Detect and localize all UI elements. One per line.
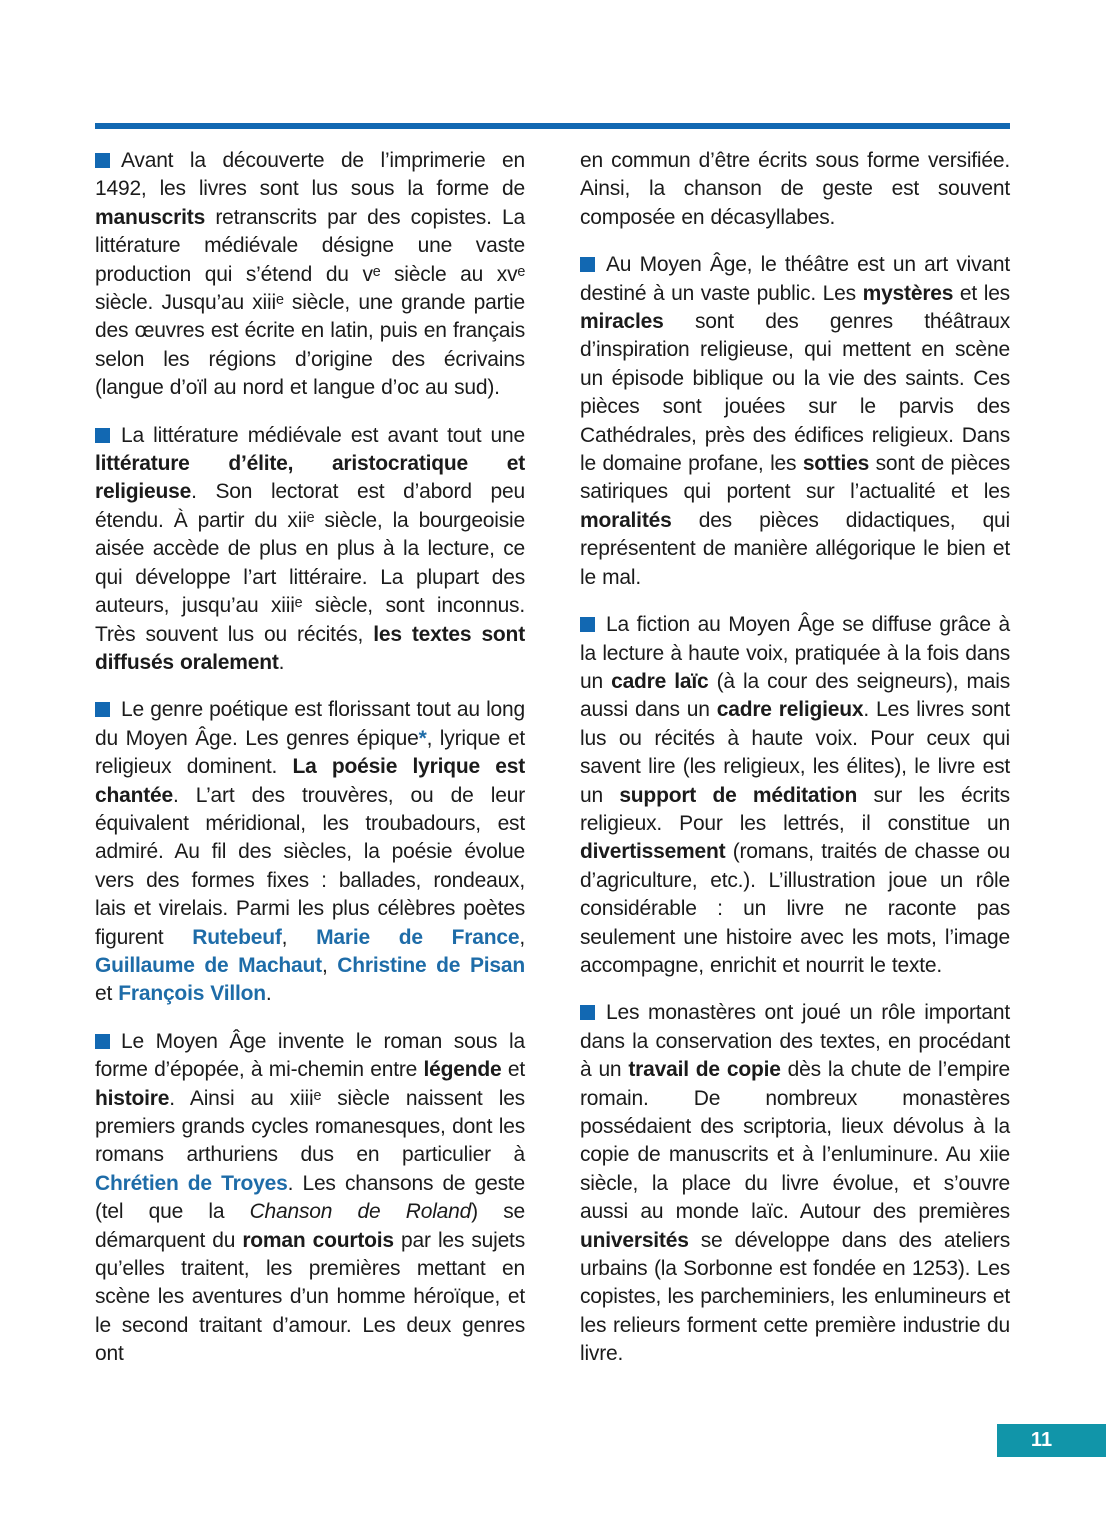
text-segment: . Les livres sont lus ou récités à haute voix. Pour ceux qui savent lire (les religieux, les élites), le livre est un	[580, 698, 1010, 807]
text-segment: .	[278, 650, 285, 674]
bold-term: histoire	[95, 1086, 170, 1110]
text-segment: ) se démarquent du	[95, 1200, 525, 1252]
text-segment: La fiction au Moyen Âge se diffuse grâce à la lecture à haute voix, pratiquée à la fois dans un	[580, 613, 1010, 693]
bullet-square-icon	[95, 428, 110, 443]
bold-term: miracles	[580, 310, 664, 334]
text-segment: ,	[321, 953, 338, 977]
text-segment: . Ainsi au xiiiᵉ siècle naissent les premiers grands cycles romanesques, dont les romans arthuriens dus en particulier à	[95, 1086, 525, 1167]
right-column	[580, 147, 1010, 1388]
text-segment: retranscrits par des copistes. La littérature médiévale désigne une vaste production qui s’étend du vᵉ siècle au xvᵉ siècle. Jusqu’au xiiiᵉ siècle, une grande partie des œuvres est écrite en latin, puis en français selon les régions d’origine des écrivains (langue d’oïl au nord et langue d’oc au sud).	[95, 205, 525, 400]
bullet-square-icon	[95, 702, 110, 717]
work-title: Chanson de Roland	[249, 1200, 472, 1224]
text-segment: (à la cour des seigneurs), mais aussi dans un	[580, 669, 1011, 722]
text-segment: La littérature médiévale est avant tout une	[121, 423, 525, 447]
text-segment: Les monastères ont joué un rôle important dans la conservation des textes, en procédant à un	[580, 1001, 1010, 1082]
bold-term: La poésie lyrique est chantée	[95, 755, 525, 807]
bold-term: roman courtois	[242, 1228, 394, 1252]
paragraph	[580, 147, 1010, 232]
bold-term: moralités	[580, 508, 672, 532]
text-segment: et les	[953, 281, 1010, 305]
text-segment: . Les chansons de geste (tel que la	[95, 1171, 525, 1224]
bullet-square-icon	[580, 257, 595, 272]
bold-term: universités	[580, 1228, 689, 1252]
page-number: 11	[1030, 1429, 1053, 1451]
bold-term: cadre laïc	[611, 669, 709, 693]
text-segment: (romans, traités de chasse ou d’agriculture, etc.). L’illustration joue un rôle considérable : un livre ne raconte pas seulement une histoire avec les mots, l’image accompagne, enrichit et nourrit le texte.	[580, 840, 1010, 977]
text-segment: sur les écrits religieux. Pour les lettrés, il constitue un	[580, 783, 1010, 835]
content-columns	[95, 147, 1010, 1388]
glossary-asterisk: *	[418, 726, 427, 750]
text-segment: , lyrique et religieux dominent.	[95, 726, 525, 779]
text-segment: Le genre poétique est florissant tout au long du Moyen Âge. Les genres épique	[95, 698, 525, 750]
text-segment: Au Moyen Âge, le théâtre est un art vivant destiné à un vaste public. Les	[580, 253, 1010, 305]
text-segment: en commun d’être écrits sous forme versifiée. Ainsi, la chanson de geste est souvent composée en décasyllabes.	[580, 149, 1010, 229]
paragraph	[580, 999, 1010, 1368]
text-segment: . Son lectorat est d’abord peu étendu. À partir du xiiᵉ siècle, la bourgeoisie aisée accède de plus en plus à la lecture, ce qui développe l’art littéraire. La plupart des auteurs, jusqu’au xiiiᵉ siècle, sont inconnus. Très souvent lus ou récités,	[95, 480, 525, 646]
text-segment: se développe dans des ateliers urbains (la Sorbonne est fondée en 1253). Les copistes, les parcheminiers, les enlumineurs et les relieurs forment cette première industrie du livre.	[580, 1228, 1010, 1366]
bold-term: légende	[423, 1058, 502, 1082]
paragraph	[580, 251, 1010, 592]
bold-term: divertissement	[580, 840, 726, 864]
text-segment: . L’art des trouvères, ou de leur équivalent méridional, les troubadours, est admiré. Au fil des siècles, la poésie évolue vers des formes fixes : ballades, rondeaux, lais et virelais. Parmi les plus célèbres poètes figurent	[95, 783, 525, 949]
text-segment: des pièces didactiques, qui représentent de manière allégorique le bien et le mal.	[580, 508, 1010, 589]
paragraph	[95, 422, 525, 678]
bold-term: mystères	[862, 281, 954, 305]
text-segment: sont des genres théâtraux d’inspiration religieuse, qui mettent en scène un épisode biblique ou la vie des saints. Ces pièces sont jouées sur le parvis des Cathédrales, près des édifices religieux. Dans le domaine profane, les	[580, 310, 1010, 476]
highlighted-term: Chrétien de Troyes	[95, 1171, 288, 1195]
bold-term: travail de copie	[628, 1058, 781, 1082]
bold-term: littérature d’élite, aristocratique et religieuse	[95, 452, 525, 504]
text-segment: par les sujets qu’elles traitent, les premières mettant en scène les aventures d’un homme héroïque, et le second traitant d’amour. Les deux genres ont	[95, 1228, 525, 1366]
text-segment: dès la chute de l’empire romain. De nombreux monastères possédaient des scriptoria, lieux dévolus à la copie de manuscrits et à l’enluminure. Au xiie siècle, la place du livre évolue, et s’ouvre aussi au monde laïc. Autour des premières	[580, 1058, 1010, 1224]
highlighted-term: Christine de Pisan	[337, 953, 525, 977]
paragraph	[580, 611, 1010, 980]
paragraph	[95, 147, 525, 403]
bullet-square-icon	[580, 1005, 595, 1020]
highlighted-term: Guillaume de Machaut	[95, 953, 322, 977]
top-rule	[95, 123, 1010, 129]
bullet-square-icon	[95, 153, 110, 168]
page-number-badge	[997, 1424, 1106, 1457]
bold-term: manuscrits	[95, 205, 206, 229]
text-segment: .	[265, 982, 272, 1006]
text-segment: sont de pièces satiriques qui portent sur l’actualité et les	[580, 452, 1010, 504]
paragraph	[95, 1028, 525, 1369]
bold-term: les textes sont diffusés oralement	[95, 622, 525, 674]
bullet-square-icon	[580, 617, 595, 632]
highlighted-term: François Villon	[118, 982, 266, 1006]
highlighted-term: Marie de France	[316, 925, 520, 949]
text-segment: et	[501, 1058, 525, 1082]
bold-term: cadre religieux	[716, 698, 864, 722]
text-segment: ,	[519, 925, 525, 949]
bullet-square-icon	[95, 1034, 110, 1049]
text-segment: et	[95, 982, 119, 1006]
bold-term: support de méditation	[619, 783, 858, 807]
bold-term: sotties	[802, 452, 870, 476]
text-segment: Le Moyen Âge invente le roman sous la forme d’épopée, à mi-chemin entre	[95, 1029, 525, 1082]
text-segment: Avant la découverte de l’imprimerie en 1492, les livres sont lus sous la forme de	[95, 149, 525, 201]
text-segment: ,	[281, 925, 317, 949]
left-column	[95, 147, 525, 1388]
paragraph	[95, 696, 525, 1008]
highlighted-term: Rutebeuf	[192, 925, 282, 949]
